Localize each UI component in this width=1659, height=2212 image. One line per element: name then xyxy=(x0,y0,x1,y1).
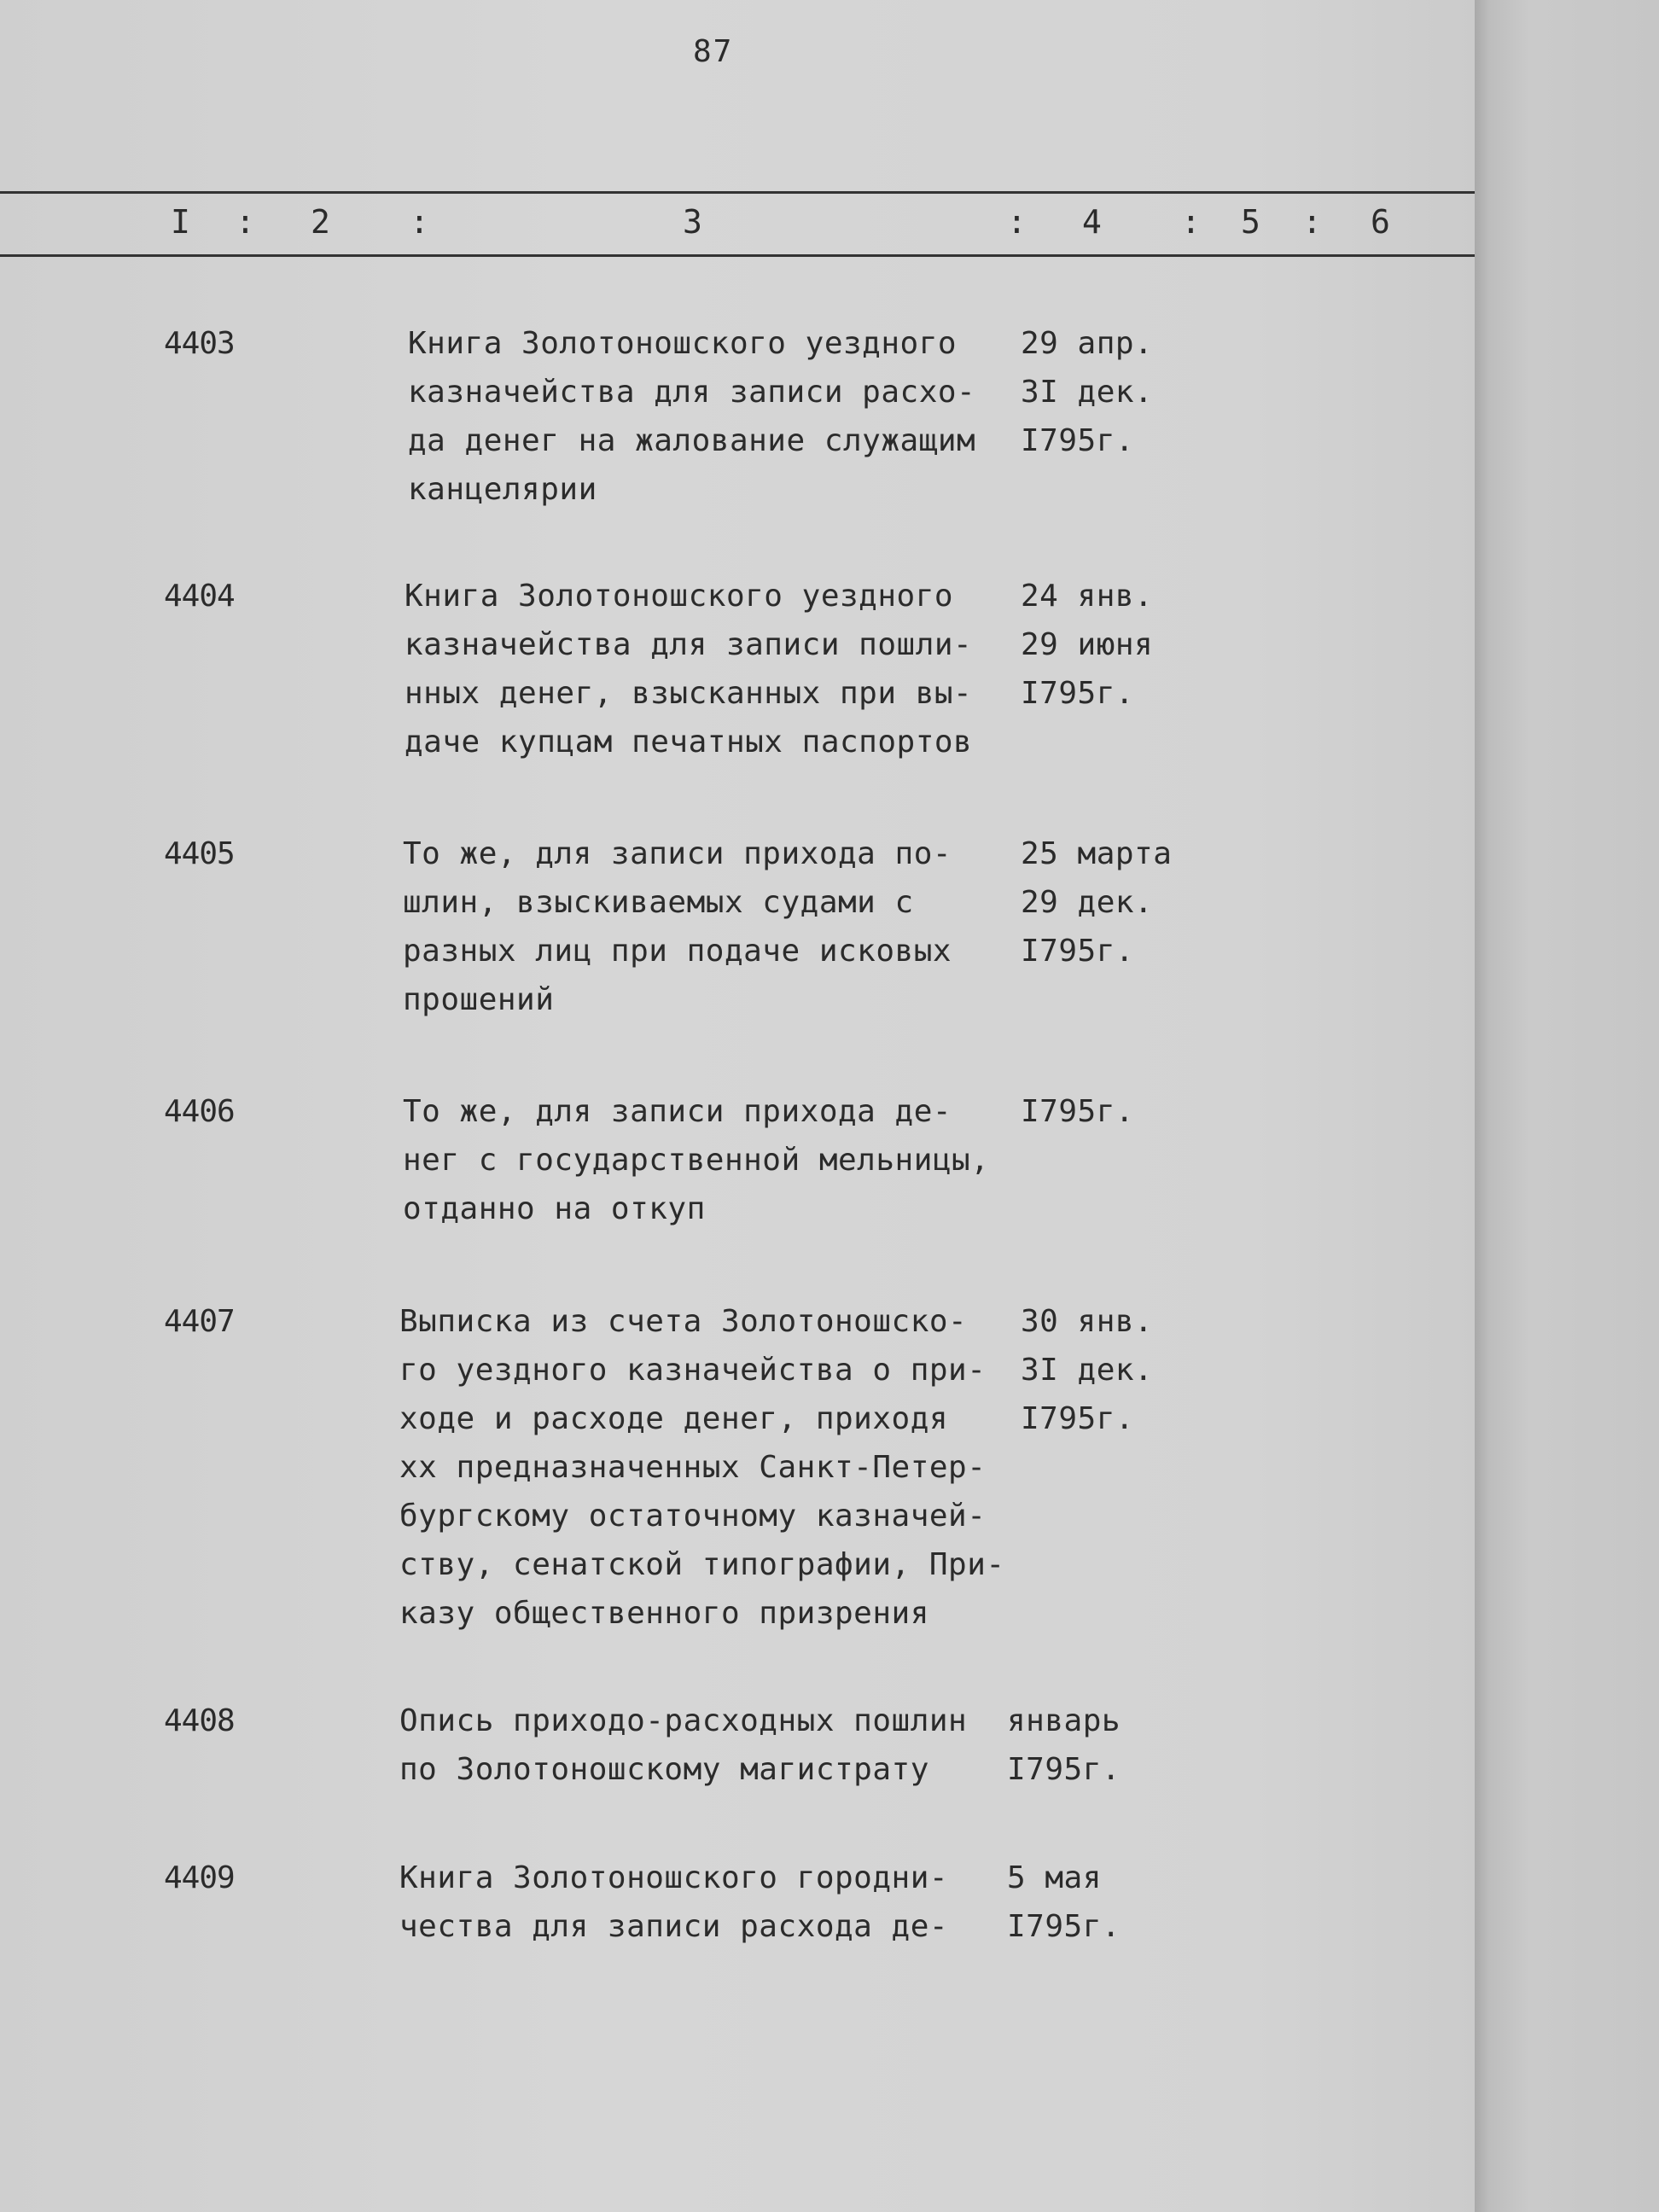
entry-date-line: I795г. xyxy=(1021,676,1135,711)
entry-number: 4404 xyxy=(164,579,235,614)
entry-date-line: январь xyxy=(1007,1703,1121,1738)
column-header-sep: : xyxy=(236,203,255,241)
entry-title-line: казначейства для записи расхо- xyxy=(408,375,976,410)
entry-title-line: Книга Золотоношского уездного xyxy=(405,579,954,614)
entry-date-line: 29 июня xyxy=(1021,627,1154,662)
entry-title-line: То же, для записи прихода де- xyxy=(403,1094,952,1129)
entry-title-line: казу общественного призрения xyxy=(399,1596,929,1631)
entry-title-line: Книга Золотоношского уездного xyxy=(408,326,958,361)
page-number: 87 xyxy=(693,34,734,69)
entry-title-line: по Золотоношскому магистрату xyxy=(399,1752,929,1787)
entry-date-line: 29 апр. xyxy=(1021,326,1154,361)
column-header-sep: : xyxy=(1007,203,1027,241)
entry-number: 4405 xyxy=(164,836,235,871)
entry-title-line: нег с государственной мельницы, xyxy=(403,1143,990,1178)
entry-date-line: 29 дек. xyxy=(1021,885,1154,920)
entry-title-line: даче купцам печатных паспортов xyxy=(405,725,973,760)
entry-title-line: разных лиц при подаче исковых xyxy=(403,934,952,969)
entry-date-line: I795г. xyxy=(1021,1094,1135,1129)
column-header-sep: : xyxy=(410,203,429,241)
entry-date-line: I795г. xyxy=(1021,1401,1135,1436)
entry-title-line: прошений xyxy=(403,982,555,1017)
entry-title-line: Выписка из счета Золотоношско- xyxy=(399,1304,968,1339)
entry-number: 4403 xyxy=(164,326,235,361)
binding-edge xyxy=(1475,0,1659,2212)
entry-title-line: ходе и расходе денег, приходя xyxy=(399,1401,949,1436)
entry-number: 4406 xyxy=(164,1094,235,1129)
column-header-2: 2 xyxy=(311,203,330,241)
entry-title-line: То же, для записи прихода по- xyxy=(403,836,952,871)
entry-title-line: канцелярии xyxy=(408,472,597,507)
entry-title-line: хх предназначенных Санкт-Петер- xyxy=(399,1450,987,1485)
entry-date-line: 30 янв. xyxy=(1021,1304,1154,1339)
entry-date-line: I795г. xyxy=(1021,423,1135,458)
entry-title-line: бургскому остаточному казначей- xyxy=(399,1499,987,1534)
entry-title-line: нных денег, взысканных при вы- xyxy=(405,676,973,711)
entry-date-line: 25 марта xyxy=(1021,836,1173,871)
entry-date-line: 5 мая xyxy=(1007,1860,1102,1895)
entry-title-line: го уездного казначейства о при- xyxy=(399,1353,987,1388)
entry-date-line: I795г. xyxy=(1007,1909,1121,1944)
entry-title-line: Книга Золотоношского городни- xyxy=(399,1860,949,1895)
entry-number: 4408 xyxy=(164,1703,235,1738)
column-header-sep: : xyxy=(1181,203,1201,241)
entry-title-line: казначейства для записи пошли- xyxy=(405,627,973,662)
column-header-6: 6 xyxy=(1371,203,1390,241)
column-header-1: I xyxy=(171,203,190,241)
entry-title-line: шлин, взыскиваемых судами с xyxy=(403,885,914,920)
entry-number: 4409 xyxy=(164,1860,235,1895)
header-rule-bottom xyxy=(0,254,1475,257)
entry-title-line: да денег на жалование служащим xyxy=(408,423,976,458)
column-header-4: 4 xyxy=(1082,203,1102,241)
header-rule-top xyxy=(0,191,1475,194)
column-header-5: 5 xyxy=(1241,203,1260,241)
entry-title-line: Опись приходо-расходных пошлин xyxy=(399,1703,968,1738)
entry-title-line: отданно на откуп xyxy=(403,1191,706,1226)
entry-date-line: 3I дек. xyxy=(1021,375,1154,410)
column-header-sep: : xyxy=(1302,203,1322,241)
entry-number: 4407 xyxy=(164,1304,235,1339)
entry-date-line: I795г. xyxy=(1021,934,1135,969)
entry-date-line: 3I дек. xyxy=(1021,1353,1154,1388)
entry-date-line: I795г. xyxy=(1007,1752,1121,1787)
entry-date-line: 24 янв. xyxy=(1021,579,1154,614)
entry-title-line: чества для записи расхода де- xyxy=(399,1909,949,1944)
entry-title-line: ству, сенатской типографии, При- xyxy=(399,1547,1005,1582)
column-header-3: 3 xyxy=(683,203,702,241)
